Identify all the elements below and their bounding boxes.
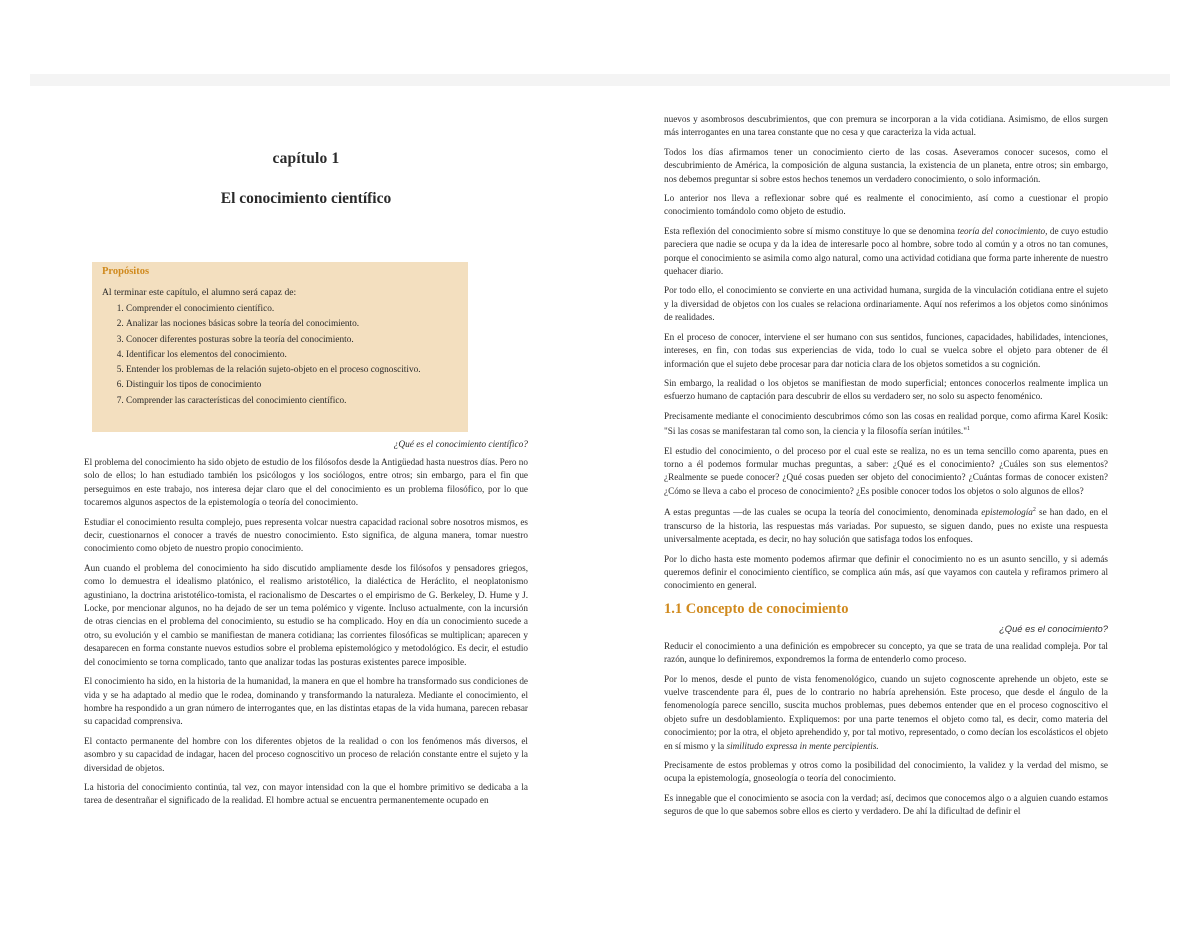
text-run: Por lo menos, desde el punto de vista fenomenológico, cuando un sujeto cognoscente aprehende un objeto, este se vuelve trascendente para él, pues de lo contrario no habría aprehensión. Este proceso, que desde el ángulo de la fenomenología parece sencillo, suscita muchos problemas, pues debemos entender que en el proceso cognoscitivo el objeto sufre un desdoblamiento. Expliquemos: por una parte tenemos el objeto como tal, es decir, como materia del conocimiento; por la otra, el objeto aprehendido y, por tal motivo, representado, o como decían los escolásticos el objeto en sí mismo y la: [664, 673, 1108, 751]
viewer-top-bar: [30, 74, 1170, 86]
chapter-number: capítulo 1: [272, 150, 340, 167]
section-question: ¿Qué es el conocimiento científico?: [393, 440, 528, 450]
paragraph-epistemology: [664, 504, 1108, 546]
chapter-title: El conocimiento científico: [220, 190, 392, 207]
footnote-ref: 1: [966, 426, 970, 433]
paragraph: Por todo ello, el conocimiento se convierte en una actividad humana, surgida de la vinculación cotidiana entre el sujeto y la diversidad de objetos con los cuales se relaciona ordinariamente. Aquí nos referimos a los objetos como sinónimos de realidades.: [664, 285, 1108, 323]
section-heading: 1.1 Concepto de conocimiento: [664, 600, 849, 617]
paragraph: La historia del conocimiento continúa, tal vez, con mayor intensidad con la que el hombre primitivo se dedicaba a la tarea de desentrañar el significado de la realidad. El hombre actual se encuentra permanentemente ocupado en: [84, 781, 528, 806]
text-run: Precisamente mediante el conocimiento descubrimos cómo son las cosas en realidad porque, como afirma Karel Kosik: "Si las cosas se manifestaran tal como son, la ciencia y la filosofía serían inútiles.": [664, 410, 1108, 437]
text-run: se han dado, en el transcurso de la historia, las respuestas más variadas. Por supuesto, se siguen dando, pues no existe una respuesta universalmente aceptada, es decir, no hay solución que satisfaga todos los enfoques.: [664, 507, 1108, 545]
paragraph: Sin embargo, la realidad o los objetos se manifiestan de modo superficial; entonces conocerlos realmente implica un esfuerzo humano de captación para descubrir de ellos su verdadero ser, no solo su aspecto fenoménico.: [664, 377, 1108, 402]
purpose-item: 4. Identificar los elementos del conocimiento.: [126, 349, 458, 361]
paragraph: El problema del conocimiento ha sido objeto de estudio de los filósofos desde la Antigüedad hasta nuestros días. Pero no solo de ellos; lo han estudiado también los psicólogos y los sociólogos, entre otros; sin embargo, para el fin que perseguimos en este trabajo, nos interesa dejar claro que el del conocimiento es un problema filosófico, por lo que tocaremos algunos aspectos de la epistemología o teoría del conocimiento.: [84, 457, 528, 508]
footnote-ref: 2: [1032, 507, 1036, 514]
purposes-heading: Propósitos: [102, 266, 150, 277]
paragraph: El estudio del conocimiento, o del proceso por el cual este se realiza, no es un tema sencillo como aparenta, pues en torno a él podemos formular muchas preguntas, a saber: ¿Qué es el conocimiento? ¿Cuáles son sus elementos? ¿Realmente se puede conocer? ¿Qué cosas pueden ser objeto del conocimiento? ¿Cuántas formas de conocer existen? ¿Cómo se lleva a cabo el proceso de conocimiento? ¿Es posible conocer todos los objetos o solo algunos de ellos?: [664, 445, 1108, 496]
purpose-item: 6. Distinguir los tipos de conocimiento: [126, 379, 458, 391]
purposes-list: [102, 303, 458, 407]
purpose-item: 1. Comprender el conocimiento científico.: [126, 303, 458, 315]
paragraph: Estudiar el conocimiento resulta complejo, pues representa volcar nuestra capacidad racional sobre nosotros mismos, es decir, cuestionarnos el conocer a través de nuestro conocimiento. Esto significa, de alguna manera, tomar nuestro conocimiento como objeto de nuestro propio conocimiento.: [84, 516, 528, 554]
paragraph: Todos los días afirmamos tener un conocimiento cierto de las cosas. Aseveramos conocer sucesos, como el descubrimiento de América, la composición de alguna sustancia, la existencia de un planeta, entre otros; sin embargo, nos debemos preguntar si sobre estos hechos tenemos un verdadero conocimiento, o solo información.: [664, 146, 1108, 184]
text-run: Esta reflexión del conocimiento sobre sí mismo constituye lo que se denomina: [664, 225, 958, 236]
paragraph: En el proceso de conocer, interviene el ser humano con sus sentidos, funciones, capacidades, habilidades, intenciones, intereses, en fin, con todas sus experiencias de vida, todo lo cual se vuelca sobre el objeto para obtener de él información que el sujeto debe procesar para dar noticia clara de los objetos sometidos a su cognición.: [664, 331, 1108, 369]
italic-term: similitudo expressa in mente percipientis.: [726, 740, 879, 751]
text-run: de cuyo estudio pareciera que nadie se ocupa y da la idea de interesarle poco al hombre, sobre todo al común y a otros no tan comunes, porque el conocimiento se asimila como algo natural, como una actividad cotidiana que forma parte inherente de nuestro quehacer diario.: [664, 225, 1109, 277]
left-page: [84, 150, 528, 814]
purpose-item: 7. Comprender las características del conocimiento científico.: [126, 395, 458, 407]
paragraph: Lo anterior nos lleva a reflexionar sobre qué es realmente el conocimiento, así como a cuestionar el propio conocimiento tomándolo como objeto de estudio.: [664, 193, 1108, 217]
paragraph: El conocimiento ha sido, en la historia de la humanidad, la manera en que el hombre ha transformado sus condiciones de vida y se ha adaptado al medio que le rodea, dominando y transformando la naturaleza. Mediante el conocimiento, el hombre ha respondido a un gran número de interrogantes que, en las distintas etapas de la vida humana, parecen rebasar su capacidad comprensiva.: [84, 676, 528, 727]
italic-term: teoría del conocimiento,: [957, 225, 1048, 236]
right-page: [664, 113, 1108, 825]
purpose-item: 2. Analizar las nociones básicas sobre la teoría del conocimiento.: [126, 318, 458, 330]
purposes-box: [92, 262, 468, 432]
paragraph: nuevos y asombrosos descubrimientos, que con premura se incorporan a la vida cotidiana. Asimismo, de ellos surgen más interrogantes en una tarea constante que no cesa y que caracteriza la vida actual.: [664, 114, 1108, 138]
paragraph-theory: [664, 225, 1108, 279]
text-run: A estas preguntas —de las cuales se ocupa la teoría del conocimiento, denominada: [664, 507, 982, 518]
purpose-item: 5. Entender los problemas de la relación sujeto-objeto en el proceso cognoscitivo.: [126, 364, 458, 376]
paragraph: Es innegable que el conocimiento se asocia con la verdad; así, decimos que conocemos algo o a alguien cuando estamos seguros de que lo que sabemos sobre ellos es cierto y verdadero. De ahí la dificultad de definir el: [664, 792, 1108, 817]
paragraph: Aun cuando el problema del conocimiento ha sido discutido ampliamente desde los filósofos y pensadores griegos, como lo demuestra el idealismo platónico, el realismo aristotélico, la dialéctica de Heráclito, el neoplatonismo agustiniano, la doctrina aristotélico-tomista, el racionalismo de Descartes o el empirismo de G. Berkeley, D. Hume y J. Locke, por mencionar algunos, no ha dejado de ser un tema polémico y vigente. Incluso actualmente, con la incursión de otras ciencias en el problema del conocimiento, su estudio se ha complicado. Hoy en día un conocimiento sucede a otro, su evolución y el cambio se manifiestan de manera cotidiana; las corrientes filosóficas se multiplican; aparecen y desaparecen en forma constante nuevos estudios sobre el problema epistemológico y metodológico. Es decir, el estudio del conocimiento se torna complicado, tanto que analizar todas las posturas existentes parece imposible.: [84, 562, 528, 667]
purpose-item: 3. Conocer diferentes posturas sobre la teoría del conocimiento.: [126, 334, 458, 346]
paragraph-kosik: [664, 410, 1108, 439]
italic-term: epistemología: [981, 507, 1033, 518]
paragraph-phenomenology: [664, 673, 1108, 753]
paragraph: Reducir el conocimiento a una definición es empobrecer su concepto, ya que se trata de una realidad compleja. Por tal razón, aunque lo definiremos, expondremos la forma de entenderlo como proceso.: [664, 640, 1108, 665]
section-question: ¿Qué es el conocimiento?: [999, 622, 1108, 634]
paragraph: El contacto permanente del hombre con los diferentes objetos de la realidad o con los fenómenos más diversos, el asombro y su capacidad de indagar, hacen del proceso cognoscitivo un proceso de relación constante entre el sujeto y la diversidad de objetos.: [84, 735, 528, 773]
purposes-intro: Al terminar este capítulo, el alumno será capaz de:: [102, 287, 297, 298]
paragraph: Por lo dicho hasta este momento podemos afirmar que definir el conocimiento no es un asunto sencillo, y si además queremos definir el conocimiento científico, se complica aún más, así que vayamos con cautela y refiramos primero al conocimiento en general.: [664, 553, 1108, 591]
paragraph: Precisamente de estos problemas y otros como la posibilidad del conocimiento, la validez y la verdad del mismo, se ocupa la epistemología, gnoseología o teoría del conocimiento.: [664, 759, 1108, 784]
